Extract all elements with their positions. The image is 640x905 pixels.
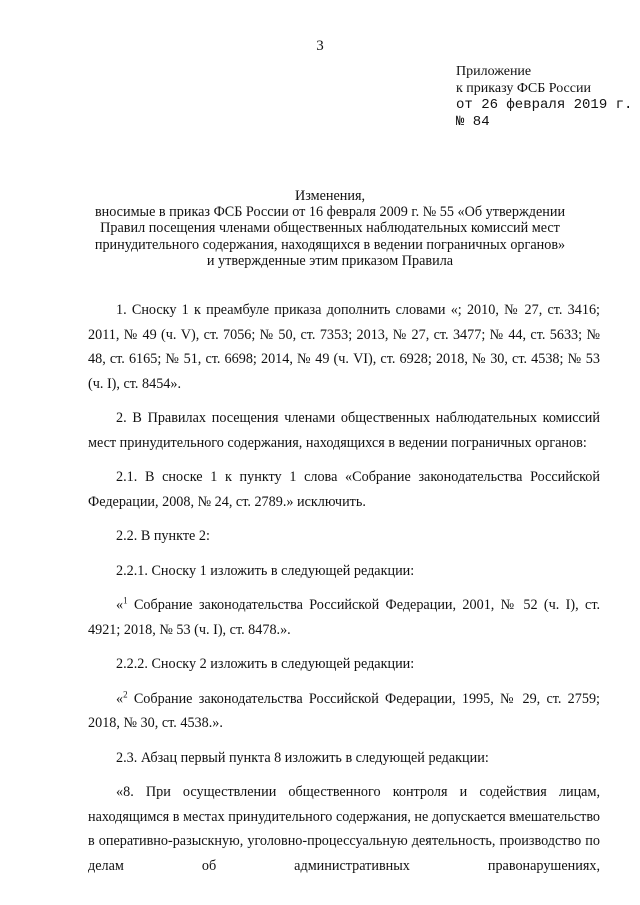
quote-open: « <box>116 597 124 613</box>
title-line-4: принудительного содержания, находящихся в ведении пограничных органов» <box>94 236 566 253</box>
footnote-1-body: Собрание законодательства Российской Федерации, 2001, № 52 (ч. I), ст. 4921; 2018, № 53 (ч. I), ст. 8478.». <box>88 597 600 638</box>
paragraph-2-2-2: 2.2.2. Сноску 2 изложить в следующей редакции: <box>116 656 415 672</box>
page-number: 3 <box>316 38 324 54</box>
paragraph-2: 2. В Правилах посещения членами общественных наблюдательных комиссий мест принудительного содержания, находящихся в ведении пограничных органов: <box>88 410 600 451</box>
paragraph-1: 1. Сноску 1 к преамбуле приказа дополнить словами «; 2010, № 27, ст. 3416; 2011, № 49 (ч. V), ст. 7056; № 50, ст. 7353; 2013, № 27, ст. 3477; № 44, ст. 5633; № 48, ст. 6165; № 51, ст. 6698; 2014, № 49 (ч. VI), ст. 6928; 2018, № 30, ст. 4538; № 53 (ч. I), ст. 8454». <box>88 302 600 392</box>
document-body <box>88 298 600 878</box>
paragraph-2-3: 2.3. Абзац первый пункта 8 изложить в следующей редакции: <box>116 749 489 766</box>
footnote-2-body: Собрание законодательства Российской Федерации, 1995, № 29, ст. 2759; 2018, № 30, ст. 4538.». <box>88 690 600 731</box>
footnote-2-text <box>88 687 600 736</box>
appendix-date: от 26 февраля 2019 г. <box>456 97 633 113</box>
paragraph-2-2: 2.2. В пункте 2: <box>116 528 210 544</box>
title-line-3: Правил посещения членами общественных наблюдательных комиссий мест <box>100 220 560 237</box>
document-title <box>60 188 600 269</box>
paragraph-2-2-1: 2.2.1. Сноску 1 изложить в следующей редакции: <box>116 562 415 579</box>
footnote-marker-1: 1 <box>123 595 128 606</box>
title-line-5: и утвержденные этим приказом Правила <box>206 252 454 269</box>
title-line-1: Изменения, <box>294 188 366 204</box>
appendix-number: № 84 <box>456 114 490 130</box>
appendix-line-2: к приказу ФСБ России <box>456 81 591 96</box>
quote-open: « <box>116 690 124 707</box>
title-line-2: вносимые в приказ ФСБ России от 16 февраля 2009 г. № 55 «Об утверждении <box>94 204 566 221</box>
paragraph-2-1: 2.1. В сноске 1 к пункту 1 слова «Собрание законодательства Российской Федерации, 2008, № 24, ст. 2789.» исключить. <box>88 469 600 510</box>
footnote-1-text <box>88 593 600 642</box>
paragraph-8-text: «8. При осуществлении общественного контроля и содействия лицам, находящимся в местах принудительного содержания, не допускается вмешательство в оперативно-разыскную, уголовно-процессуальную деятельность, производство по делам об административных правонарушениях, <box>88 784 601 874</box>
footnote-marker-2: 2 <box>123 688 128 699</box>
appendix-header <box>456 63 632 131</box>
appendix-line-1: Приложение <box>456 64 532 79</box>
